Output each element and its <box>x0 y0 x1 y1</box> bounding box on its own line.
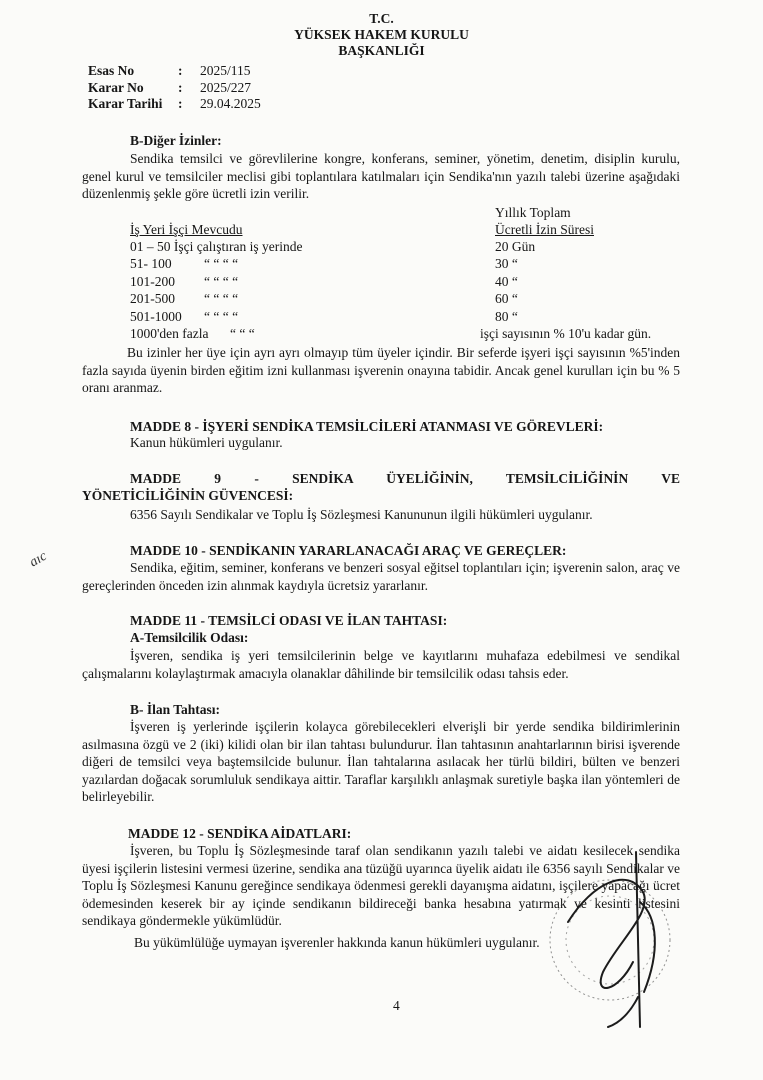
page-number: 4 <box>393 998 400 1013</box>
header-presidency: BAŞKANLIĞI <box>338 43 425 58</box>
madde12-title: MADDE 12 - SENDİKA AİDATLARI: <box>128 826 352 841</box>
table-col2-header-2: Ücretli İzin Süresi <box>495 222 594 237</box>
madde9-text: 6356 Sayılı Sendikalar ve Toplu İş Sözleşmesi Kanununun ilgili hükümleri uygulanır. <box>130 507 593 522</box>
meta-value: 29.04.2025 <box>200 96 261 111</box>
table-cell-ditto: “ “ “ <box>230 325 255 341</box>
table-cell-value: 40 “ <box>495 273 518 289</box>
madde12-text2: Bu yükümlülüğe uymayan işverenler hakkında kanun hükümleri uygulanır. <box>134 935 540 950</box>
meta-key: Karar No <box>88 79 144 95</box>
madde10-text: Sendika, eğitim, seminer, konferans ve benzeri sosyal eğitsel toplantıları için; işverenin salon, araç ve gereçlerinden önceden izin alınmak kaydıyla ücretsiz yararlanır. <box>82 560 680 593</box>
meta-key: Esas No <box>88 63 135 78</box>
header-authority: YÜKSEK HAKEM KURULU <box>294 27 469 42</box>
madde12-text1: İşveren, bu Toplu İş Sözleşmesinde taraf olan sendikanın yazılı talebi ve aidatı kesilecek sendika üyesi işçilerin listesini vermesi üzerine, sendika ana tüzüğü uyarınca üyelik aidatı ile 6356 sayılı Sendikalar ve Toplu İş Sözleşmesi Kanunu gereğince sendikaya ödenmesi gerekli dayanışma aidatını, işçilere yapacağı ücret ödemesinden keserek bir ay içinde sendikanın bildireceği banka hesabına yatırmak ve kesinti listesini sendikaya göndermekle yükümlüdür. <box>82 843 680 929</box>
table-col2-header-1: Yıllık Toplam <box>495 205 571 220</box>
table-cell-range: 01 – 50 İşçi çalıştıran iş yerinde <box>130 239 303 254</box>
table-cell-ditto: “ “ “ “ <box>204 256 239 272</box>
table-cell-ditto: “ “ “ “ <box>204 308 239 324</box>
madde10-title: MADDE 10 - SENDİKANIN YARARLANACAĞI ARAÇ VE GEREÇLER: <box>130 543 567 558</box>
header-tc: T.C. <box>369 11 394 26</box>
meta-row-esas <box>88 63 261 80</box>
meta-sep: : <box>178 63 183 78</box>
madde9-title-line2: YÖNETİCİLİĞİNİN GÜVENCESİ: <box>82 488 294 503</box>
madde9-title-line1: MADDE 9 - SENDİKA ÜYELİĞİNİN, TEMSİLCİLİĞİNİN VE <box>130 471 680 486</box>
section-b-title: B-Diğer İzinler: <box>130 133 222 148</box>
table-cell-range: 1000'den fazla <box>130 325 209 341</box>
table-col1-header: İş Yeri İşçi Mevcudu <box>130 222 243 237</box>
table-cell-range: 51- 100 <box>130 256 172 272</box>
case-metadata <box>88 63 261 113</box>
table-cell-value: 60 “ <box>495 291 518 307</box>
section-b-paragraph: Sendika temsilci ve görevlilerine kongre, konferans, seminer, yönetim, denetim, disiplin kurulu, genel kurul ve temsilciler meclisi gibi toplantılara katılmaları için Sendika'nın yazılı talebi üzerine aşağıdaki düzenlenmiş şekle göre ücretli izin verilir. <box>82 151 680 202</box>
meta-value: 2025/227 <box>200 79 252 95</box>
table-cell-range: 201-500 <box>130 291 175 307</box>
table-cell-ditto: “ “ “ “ <box>204 273 239 289</box>
table-cell-value: 30 “ <box>495 256 518 272</box>
meta-row-tarih <box>88 96 261 113</box>
madde11-text-a: İşveren, sendika iş yeri temsilcilerinin belge ve kayıtlarını muhafaza edebilmesi ve sendikal çalışmalarını kolaylaştırmak amacıyla olanaklar dâhilinde bir temsilcilik odası tahsis eder. <box>82 648 680 681</box>
madde8-text: Kanun hükümleri uygulanır. <box>130 435 283 450</box>
table-cell-value: işçi sayısının % 10'u kadar gün. <box>480 325 652 341</box>
table-cell-range: 501-1000 <box>130 308 182 324</box>
madde8-title: MADDE 8 - İŞYERİ SENDİKA TEMSİLCİLERİ ATANMASI VE GÖREVLERİ: <box>130 419 604 434</box>
meta-sep: : <box>178 79 183 95</box>
stamp-signature-icon <box>548 822 698 1062</box>
meta-value: 2025/115 <box>200 63 251 78</box>
margin-initials: aıc <box>27 548 50 571</box>
madde11-text-b: İşveren iş yerlerinde işçilerin kolayca görebilecekleri elverişli bir yerde sendika bildirimlerinin asılmasına özgü ve 2 (iki) kilidi olan bir ilan tahtası bulundurur. İlan tahtasının anahtarlarının birisi işverende diğeri de temsilci veya baştemsilcide bulunur. İlan tahtalarına asılacak her türlü bildiri, bülten ve benzeri yazılardan doğacak sorumluluk sendikaya aittir. Taraflar karşılıklı anlaşmak suretiyle başka ilan yöntemleri de belirleyebilir. <box>82 719 680 805</box>
meta-key: Karar Tarihi <box>88 96 163 111</box>
madde11-sub-a: A-Temsilcilik Odası: <box>130 630 249 645</box>
table-cell-value: 20 Gün <box>495 239 536 254</box>
table-cell-value: 80 “ <box>495 308 518 324</box>
madde11-sub-b: B- İlan Tahtası: <box>130 702 221 717</box>
table-cell-ditto: “ “ “ “ <box>204 291 239 307</box>
table-cell-range: 101-200 <box>130 273 175 289</box>
section-b-note: Bu izinler her üye için ayrı ayrı olmayıp tüm üyeler içindir. Bir seferde işyeri işçi sayısının %5'inden fazla sayıda üyenin birden eğitim izni kullanması işverenin onayına tabidir. Ancak genel kurulları için bu % 5 oranı aranmaz. <box>82 345 680 396</box>
madde11-title: MADDE 11 - TEMSİLCİ ODASI VE İLAN TAHTASI: <box>130 613 448 628</box>
meta-row-karar <box>88 80 261 97</box>
meta-sep: : <box>178 96 183 111</box>
